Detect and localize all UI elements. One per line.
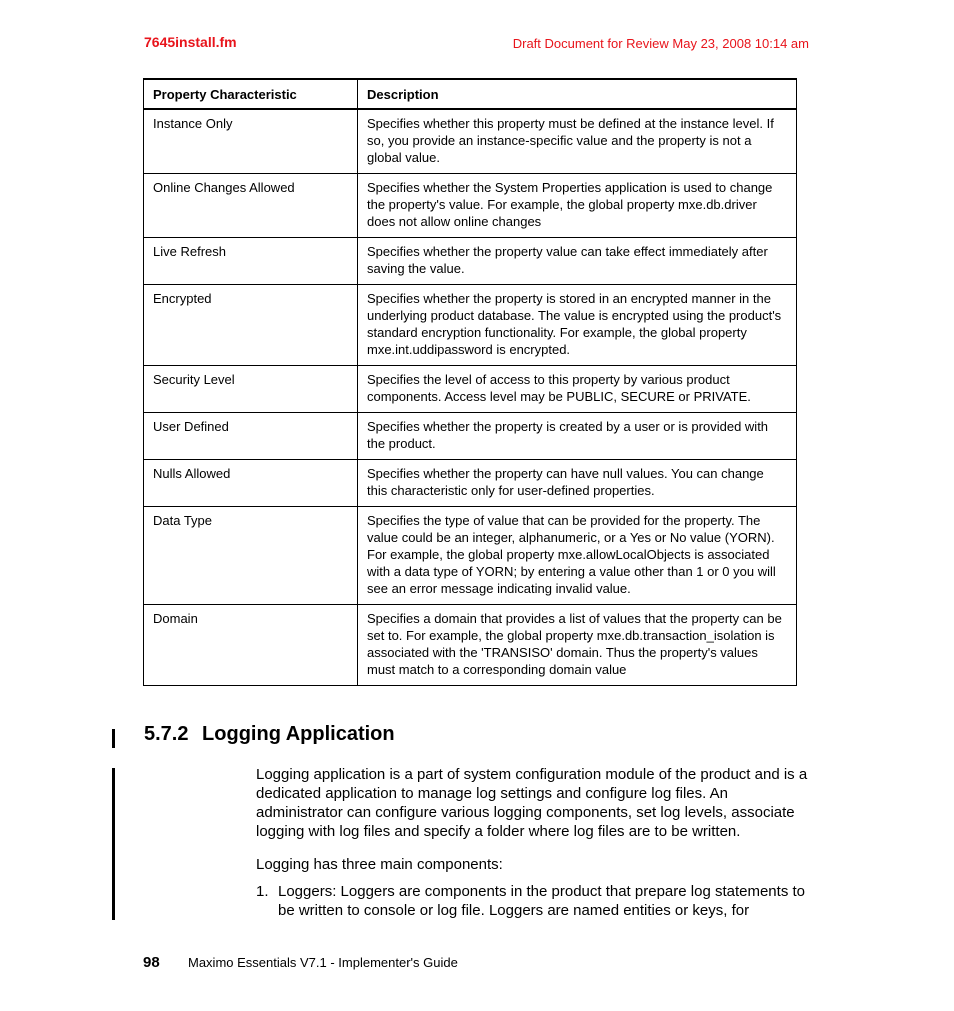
components-paragraph: Logging has three main components: (256, 856, 503, 873)
list-item-number: 1. (256, 883, 269, 900)
characteristic-cell: Nulls Allowed (144, 460, 358, 507)
change-bar-body (112, 768, 115, 920)
description-cell: Specifies a domain that provides a list of values that the property can be set to. For example, the global property mxe.db.transaction_isolation is associated with the 'TRANSISO' domain. Thus the property's values must match to a corresponding domain value (358, 605, 797, 686)
section-heading (144, 723, 395, 746)
intro-paragraph: Logging application is a part of system configuration module of the product and is a dedicated application to manage log settings and configure log files. An administrator can configure various logging components, set log levels, associate logging with log files and specify a folder where log files are to be written. (256, 766, 808, 840)
table-row (144, 285, 797, 366)
table-row (144, 109, 797, 174)
draft-note: Draft Document for Review May 23, 2008 10:14 am (512, 36, 809, 51)
table-header-row (144, 79, 797, 109)
table-row (144, 366, 797, 413)
description-cell: Specifies whether the property is stored in an encrypted manner in the underlying product database. The value is encrypted using the product's standard encryption functionality. For example, the global property mxe.int.uddipassword is encrypted. (358, 285, 797, 366)
section-number: 5.7.2 (144, 723, 189, 745)
description-cell: Specifies whether the property value can take effect immediately after saving the value. (358, 238, 797, 285)
book-title: Maximo Essentials V7.1 - Implementer's Guide (188, 955, 458, 970)
section-title: Logging Application (202, 723, 395, 745)
property-characteristics-table (143, 78, 797, 686)
table-row (144, 605, 797, 686)
table-row (144, 460, 797, 507)
characteristic-cell: Security Level (144, 366, 358, 413)
characteristic-cell: User Defined (144, 413, 358, 460)
page-number: 98 (143, 954, 160, 971)
description-cell: Specifies the level of access to this property by various product components. Access level may be PUBLIC, SECURE or PRIVATE. (358, 366, 797, 413)
change-bar-heading (112, 729, 115, 748)
characteristic-cell: Live Refresh (144, 238, 358, 285)
document-filename: 7645install.fm (144, 34, 237, 50)
table-row (144, 174, 797, 238)
characteristic-cell: Instance Only (144, 109, 358, 174)
description-cell: Specifies the type of value that can be provided for the property. The value could be an integer, alphanumeric, or a Yes or No value (YORN). For example, the global property mxe.allowLocalObjects is associated with a data type of YORN; by entering a value other than 1 or 0 you will see an error message indicating invalid value. (358, 507, 797, 605)
table-row (144, 238, 797, 285)
description-cell: Specifies whether the property can have null values. You can change this characteristic only for user-defined properties. (358, 460, 797, 507)
characteristic-cell: Encrypted (144, 285, 358, 366)
column-header-characteristic: Property Characteristic (144, 79, 358, 109)
list-item (256, 882, 816, 920)
description-cell: Specifies whether this property must be defined at the instance level. If so, you provide an instance-specific value and the property is not a global value. (358, 109, 797, 174)
characteristic-cell: Data Type (144, 507, 358, 605)
column-header-description: Description (358, 79, 797, 109)
table-row (144, 413, 797, 460)
description-cell: Specifies whether the property is created by a user or is provided with the product. (358, 413, 797, 460)
list-item-text: Loggers: Loggers are components in the product that prepare log statements to be written to console or log file. Loggers are named entities or keys, for (278, 883, 805, 919)
characteristic-cell: Online Changes Allowed (144, 174, 358, 238)
description-cell: Specifies whether the System Properties application is used to change the property's value. For example, the global property mxe.db.driver does not allow online changes (358, 174, 797, 238)
characteristic-cell: Domain (144, 605, 358, 686)
table-row (144, 507, 797, 605)
